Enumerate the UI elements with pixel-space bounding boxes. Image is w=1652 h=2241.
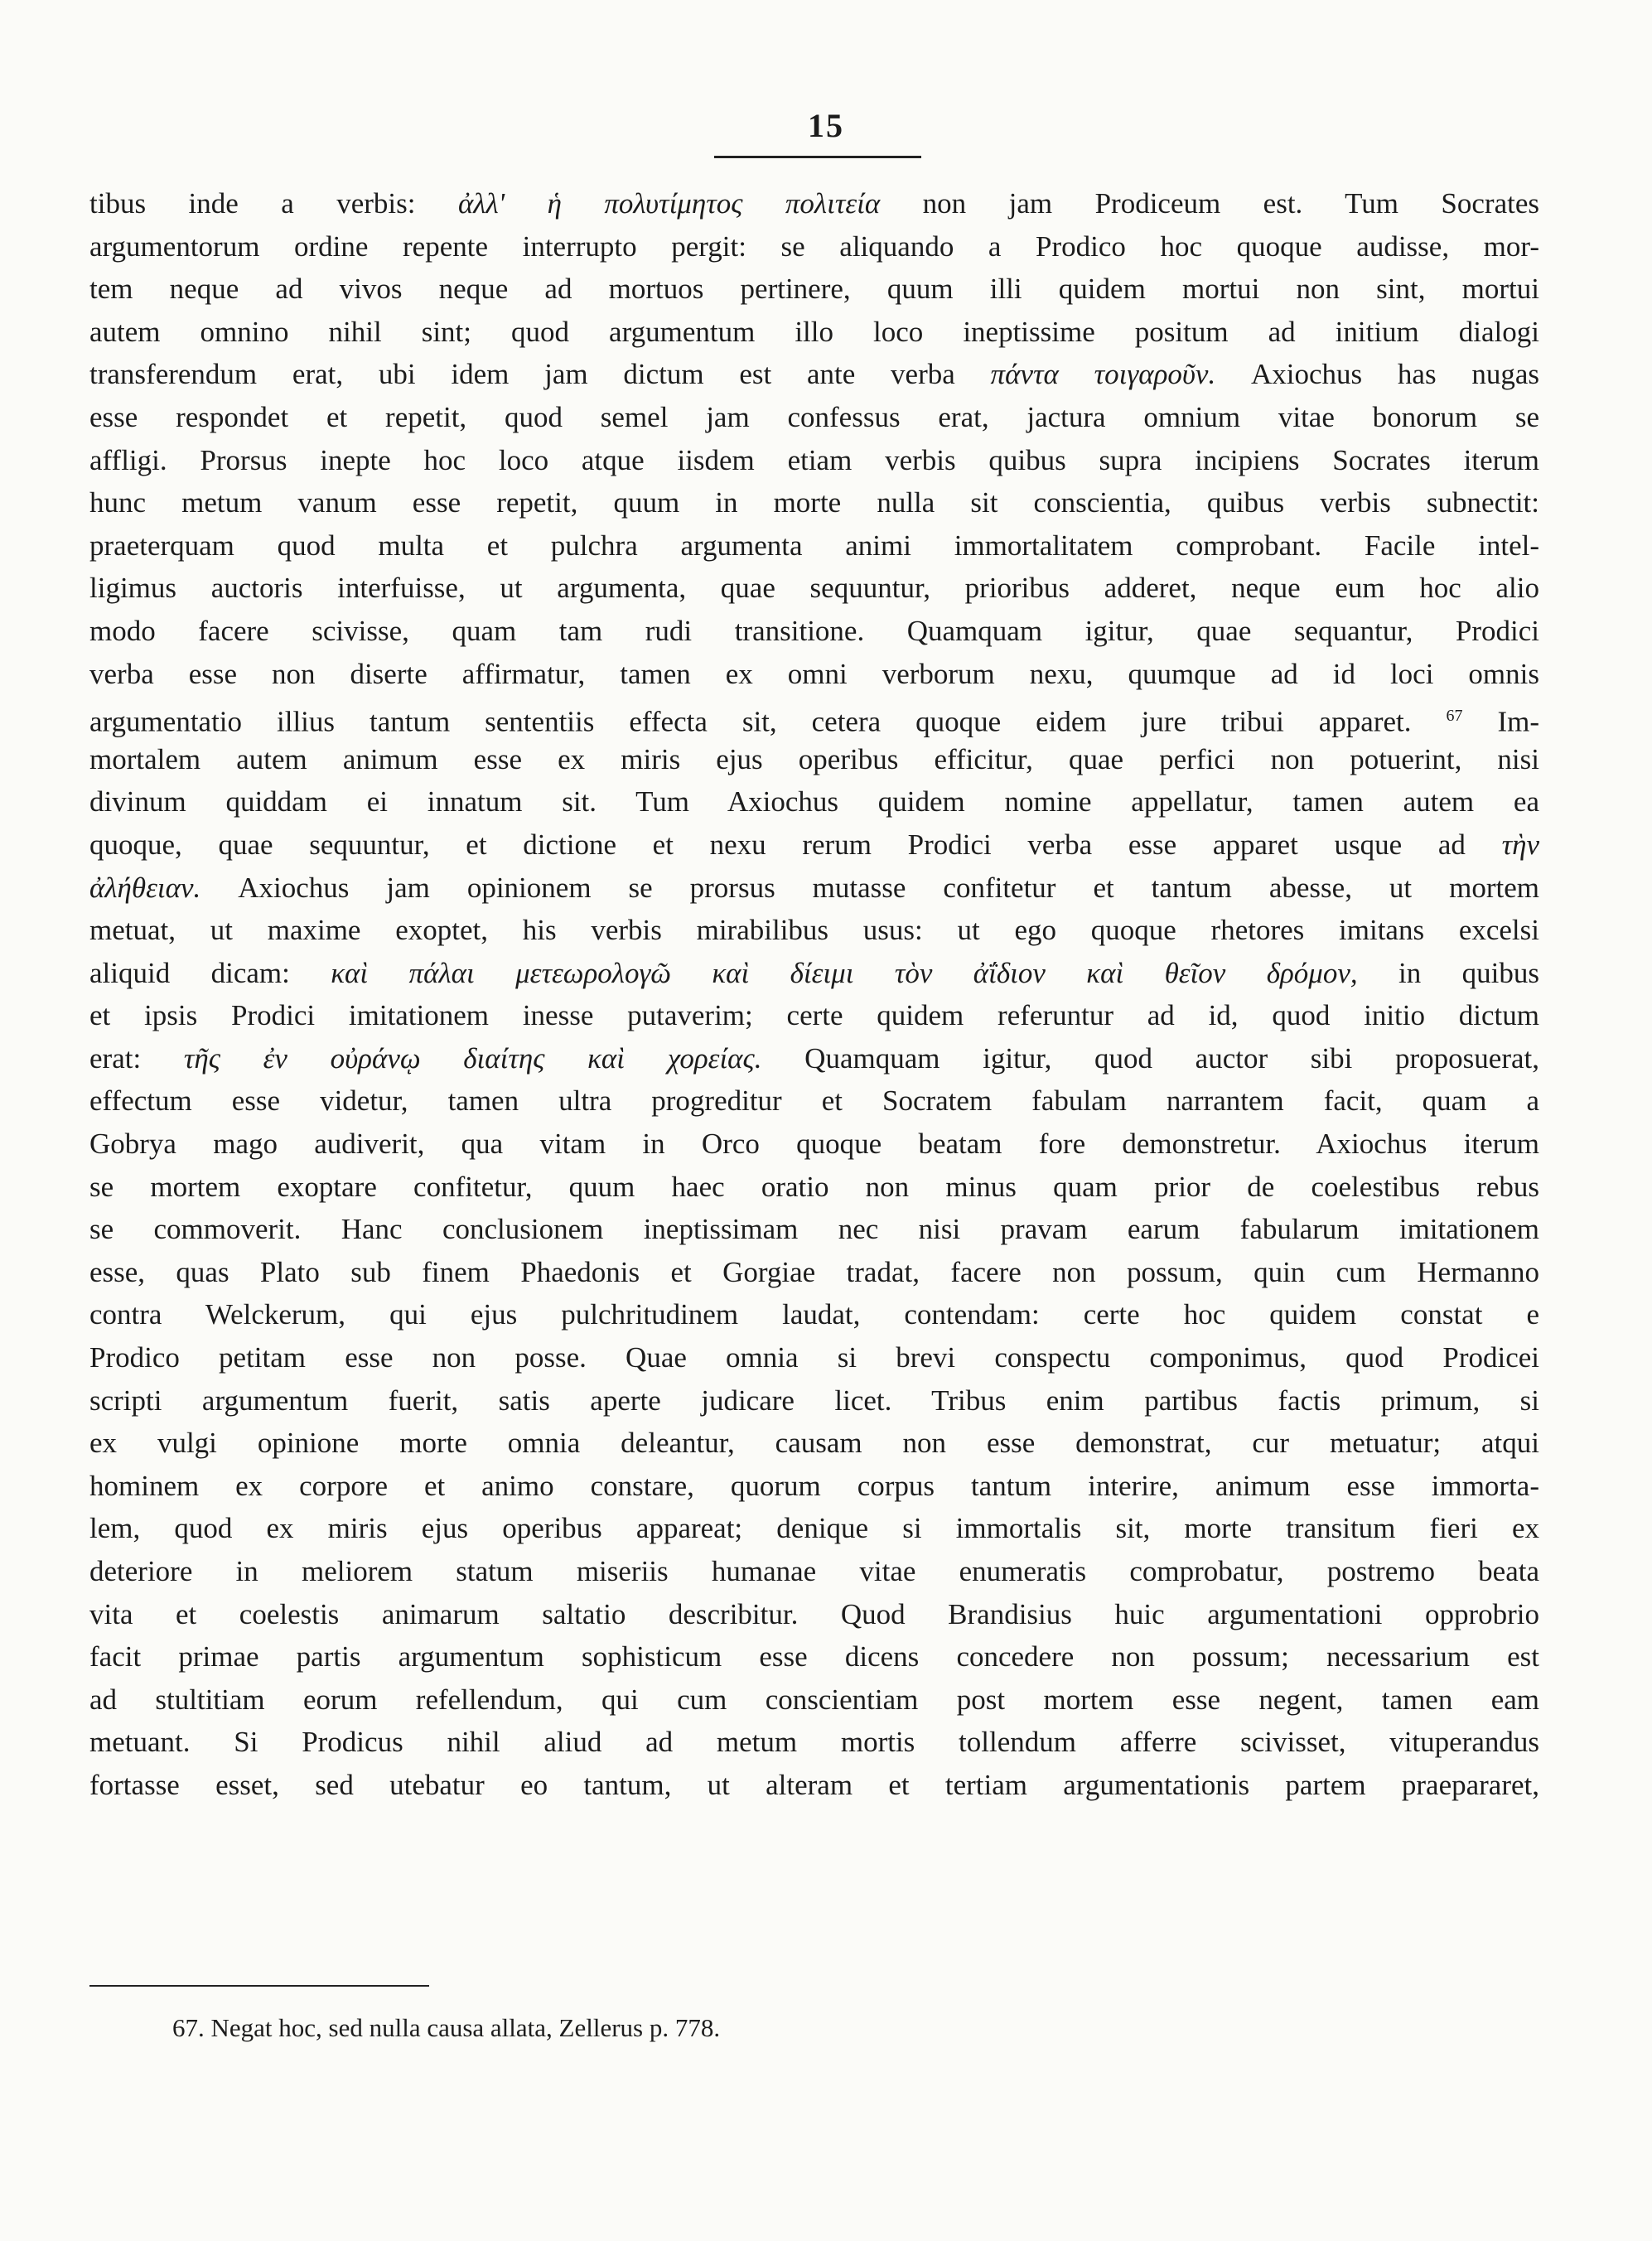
text-line [89,1678,1539,1722]
latin-text: Axiochus has nugas [1215,358,1539,391]
greek-quote: ἀλλ' ἡ πολυτίμητος πολιτεία [457,187,881,220]
text-line [89,738,1539,781]
latin-text: contra Welckerum, qui ejus pulchritudinem laudat, contendam: certe hoc quidem constat e [89,1298,1539,1331]
text-line [89,780,1539,823]
text-line [89,396,1539,439]
latin-text: esse, quas Plato sub finem Phaedonis et Gorgiae tradat, facere non possum, quin cum Hermanno [89,1255,1539,1288]
latin-text: ex vulgi opinione morte omnia deleantur, causam non esse demonstrat, cur metuatur; atqui [89,1427,1539,1460]
text-line [89,1079,1539,1123]
text-line [89,1422,1539,1465]
latin-text: metuat, ut maxime exoptet, his verbis mirabilibus usus: ut ego quoque rhetores imitans excelsi [89,914,1539,947]
body-text [89,182,1539,1807]
latin-text: Im- [1462,705,1539,738]
latin-text: autem omnino nihil sint; quod argumentum illo loco ineptissime positum ad initium dialogi [89,315,1539,348]
text-line [89,1123,1539,1166]
text-line [89,1166,1539,1209]
latin-text: verba esse non diserte affirmatur, tamen ex omni verborum nexu, quumque ad id loci omnis [89,657,1539,690]
text-line [89,182,1539,225]
text-line [89,1507,1539,1550]
latin-text: scripti argumentum fuerit, satis aperte judicare licet. Tribus enim partibus factis primum, si [89,1384,1539,1417]
greek-quote: τῆς ἐν οὐράνῳ διαίτης καὶ χορείας. [183,1041,762,1075]
greek-quote: καὶ πάλαι μετεωρολογῶ καὶ δίειμι τὸν ἀΐδιον καὶ θεῖον δρόμον, [331,956,1358,989]
latin-text: in quibus [1357,956,1539,989]
greek-quote: πάντα τοιγαροῦν. [990,358,1216,391]
text-line [89,268,1539,311]
latin-text: Prodico petitam esse non posse. Quae omnia si brevi conspectu componimus, quod Prodicei [89,1341,1539,1374]
text-line [89,1379,1539,1422]
latin-text: ligimus auctoris interfuisse, ut argumenta, quae sequuntur, prioribus adderet, neque eum hoc alio [89,572,1539,605]
text-line [89,994,1539,1037]
text-line [89,610,1539,653]
latin-text: facit primae partis argumentum sophisticum esse dicens concedere non possum; necessarium est [89,1640,1539,1674]
text-line [89,481,1539,524]
latin-text: tibus inde a verbis: [89,187,458,220]
latin-text: divinum quiddam ei innatum sit. Tum Axiochus quidem nomine appellatur, tamen autem ea [89,785,1539,819]
text-line [89,909,1539,952]
latin-text: hunc metum vanum esse repetit, quum in morte nulla sit conscientia, quibus verbis subnectit: [89,486,1539,519]
text-line [89,524,1539,567]
text-line [89,1721,1539,1764]
text-line [89,1550,1539,1593]
text-line [89,653,1539,696]
text-line [89,1336,1539,1379]
latin-text: esse respondet et repetit, quod semel jam confessus erat, jactura omnium vitae bonorum se [89,400,1539,433]
latin-text: hominem ex corpore et animo constare, quorum corpus tantum interire, animum esse immorta- [89,1469,1539,1502]
text-line [89,1593,1539,1636]
text-line [89,1293,1539,1336]
text-line [89,1465,1539,1508]
greek-quote: ἀλήθειαν. [89,871,201,904]
latin-text: transferendum erat, ubi idem jam dictum est ante verba [89,358,991,391]
latin-text: deteriore in meliorem statum miseriis humanae vitae enumeratis comprobatur, postremo beata [89,1555,1539,1587]
text-line [89,439,1539,482]
latin-text: erat: [89,1041,184,1075]
text-line [89,225,1539,268]
latin-text: se commoverit. Hanc conclusionem ineptissimam nec nisi pravam earum fabularum imitationem [89,1213,1539,1246]
latin-text: Quamquam igitur, quod auctor sibi proposuerat, [761,1041,1539,1075]
latin-text: metuant. Si Prodicus nihil aliud ad metum mortis tollendum afferre scivisset, vituperandus [89,1726,1539,1759]
text-line [89,311,1539,354]
latin-text: argumentatio illius tantum sententiis effecta sit, cetera quoque eidem jure tribui apparet. [89,705,1447,738]
text-line [89,823,1539,867]
latin-text: affligi. Prorsus inepte hoc loco atque iisdem etiam verbis quibus supra incipiens Socrates iterum [89,443,1539,476]
latin-text: fortasse esset, sed utebatur eo tantum, ut alteram et tertiam argumentationis partem praepararet, [89,1768,1539,1801]
latin-text: aliquid dicam: [89,956,331,989]
latin-text: ad stultitiam eorum refellendum, qui cum conscientiam post mortem esse negent, tamen eam [89,1683,1539,1716]
footnote: 67. Negat hoc, sed nulla causa allata, Zellerus p. 778. [172,2013,721,2042]
latin-text: Gobrya mago audiverit, qua vitam in Orco quoque beatam fore demonstretur. Axiochus iterum [89,1128,1539,1161]
latin-text: vita et coelestis animarum saltatio describitur. Quod Brandisius huic argumentationi opprobrio [89,1597,1539,1630]
text-line [89,952,1539,995]
text-line [89,1764,1539,1807]
latin-text: mortalem autem animum esse ex miris ejus operibus efficitur, quae perfici non potuerint, nisi [89,742,1539,775]
latin-text: non jam Prodiceum est. Tum Socrates [880,187,1539,220]
latin-text: praeterquam quod multa et pulchra argumenta animi immortalitatem comprobant. Facile intel- [89,529,1539,562]
text-line [89,1635,1539,1678]
text-line [89,353,1539,396]
text-line [89,567,1539,610]
latin-text: argumentorum ordine repente interrupto pergit: se aliquando a Prodico hoc quoque audisse, mor- [89,229,1539,263]
footnote-ref: 67 [1446,707,1463,726]
text-line [89,867,1539,910]
latin-text: tem neque ad vivos neque ad mortuos pertinere, quum illi quidem mortui non sint, mortui [89,273,1539,306]
latin-text: modo facere scivisse, quam tam rudi transitione. Quamquam igitur, quae sequantur, Prodici [89,614,1539,647]
latin-text: Axiochus jam opinionem se prorsus mutasse confitetur et tantum abesse, ut mortem [200,871,1539,904]
text-line [89,1251,1539,1294]
text-line [89,695,1539,738]
text-line [89,1208,1539,1251]
text-line [89,1037,1539,1080]
footnote-rule [89,1985,429,1987]
header-rule [714,156,921,158]
page-number: 15 [808,107,844,144]
latin-text: effectum esse videtur, tamen ultra progreditur et Socratem fabulam narrantem facit, quam a [89,1084,1539,1118]
latin-text: lem, quod ex miris ejus operibus appareat; denique si immortalis sit, morte transitum fieri ex [89,1512,1539,1545]
greek-quote: τὴν [1501,828,1539,861]
latin-text: quoque, quae sequuntur, et dictione et nexu rerum Prodici verba esse apparet usque ad [89,828,1502,861]
latin-text: et ipsis Prodici imitationem inesse putaverim; certe quidem referuntur ad id, quod initio dictum [89,999,1539,1032]
latin-text: se mortem exoptare confitetur, quum haec oratio non minus quam prior de coelestibus rebus [89,1170,1539,1203]
